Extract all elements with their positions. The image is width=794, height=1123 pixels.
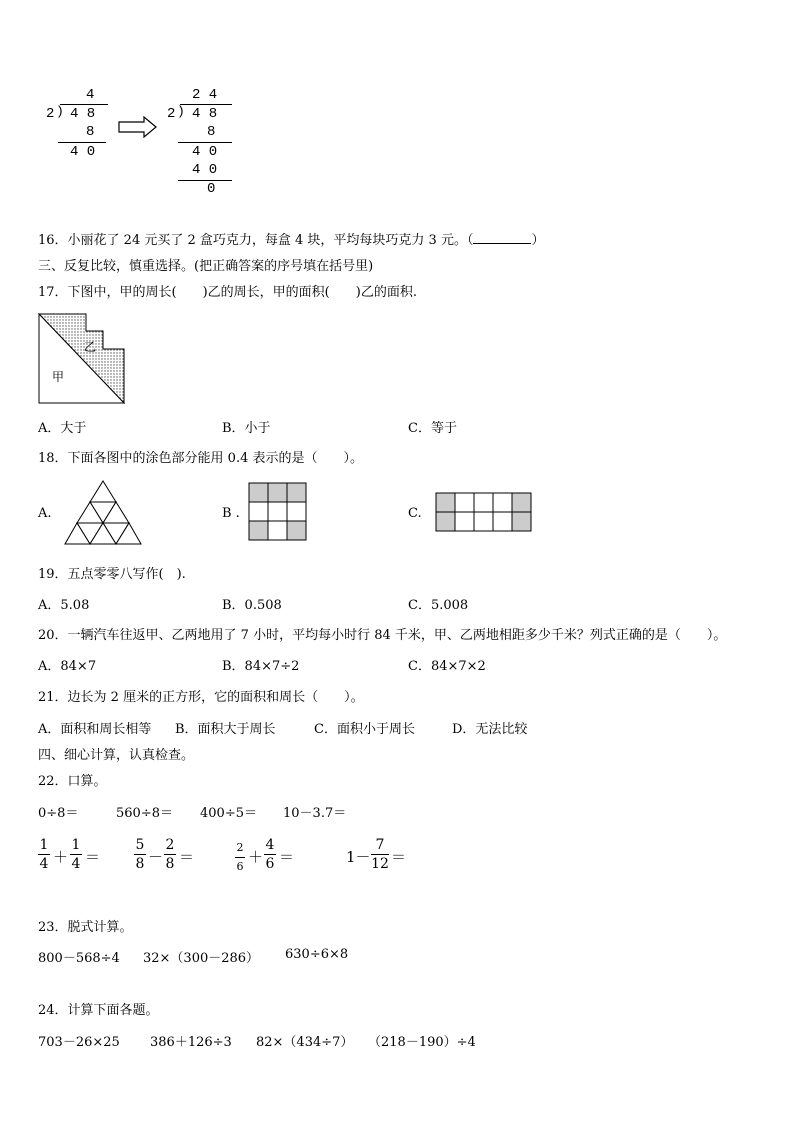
calc-item: 82×（434÷7） [256, 1035, 354, 1050]
option-c[interactable]: C. [408, 506, 422, 521]
dividend: 4 8 [70, 106, 96, 122]
question-18: 18．下面各图中的涂色部分能用 0.4 表示的是（ ）。 [38, 451, 363, 466]
subtrahend: 8 [86, 124, 95, 140]
divisor: 2 [46, 106, 55, 122]
question-22: 22．口算。 [38, 774, 107, 789]
calc-item: 630÷6×8 [285, 947, 349, 962]
subtrahend: 8 [207, 124, 216, 140]
question-21: 21．边长为 2 厘米的正方形，它的面积和周长（ ）。 [38, 690, 364, 705]
quotient: 4 [86, 87, 95, 103]
calc-item: （218－190）÷4 [368, 1035, 476, 1050]
division-bracket: ) [56, 104, 64, 119]
mental-item: 560÷8＝ [116, 806, 173, 821]
option-c[interactable]: C．84×7×2 [408, 659, 486, 674]
bracket-close: ） [531, 233, 545, 248]
division-bar [180, 104, 232, 105]
calc-item: 703－26×25 [38, 1035, 120, 1050]
option-b[interactable]: B．84×7÷2 [222, 659, 300, 674]
question-16 [38, 229, 544, 248]
subtraction-line [178, 142, 232, 143]
q17-figure [38, 313, 128, 405]
mental-item: 10－3.7＝ [283, 806, 347, 821]
option-c[interactable]: C．等于 [408, 421, 457, 436]
question-19: 19．五点零零八写作( ). [38, 567, 186, 582]
section-4-heading: 四、细心计算，认真检查。 [38, 748, 195, 763]
option-b[interactable]: B．0.508 [222, 598, 282, 613]
option-a[interactable]: A．84×7 [38, 659, 97, 674]
final-remainder: 0 [207, 181, 216, 197]
option-a[interactable]: A．5.08 [38, 598, 90, 613]
division-bracket: ) [177, 104, 185, 119]
mental-item: 0÷8＝ [38, 806, 79, 821]
grid-5x2-figure [435, 492, 533, 532]
mental-item: 400÷5＝ [200, 806, 257, 821]
triangle-figure [64, 480, 142, 546]
subtrahend-2: 4 0 [192, 162, 218, 178]
question-text: 16．小丽花了 24 元买了 2 盒巧克力，每盒 4 块，平均每块巧克力 3 元。（ [38, 233, 474, 248]
option-a[interactable]: A．大于 [38, 421, 87, 436]
calc-item: 386＋126÷3 [150, 1035, 232, 1050]
option-b[interactable]: B．面积大于周长 [175, 722, 276, 737]
dividend: 4 8 [192, 106, 218, 122]
section-3-heading: 三、反复比较，慎重选择。(把正确答案的序号填在括号里) [38, 259, 374, 274]
right-arrow-icon [118, 116, 158, 138]
option-b[interactable]: B . [222, 506, 240, 521]
option-c[interactable]: C．面积小于周长 [314, 722, 415, 737]
option-d[interactable]: D．无法比较 [452, 722, 528, 737]
question-24: 24．计算下面各题。 [38, 1003, 159, 1018]
question-17: 17．下图中，甲的周长( )乙的周长，甲的面积( )乙的面积. [38, 285, 417, 300]
quotient: 2 4 [192, 87, 218, 103]
option-a[interactable]: A. [38, 506, 52, 521]
remainder: 4 0 [192, 144, 218, 160]
option-a[interactable]: A．面积和周长相等 [38, 722, 152, 737]
remainder: 4 0 [70, 144, 96, 160]
subtraction-line [58, 142, 106, 143]
division-bar [60, 104, 108, 105]
option-b[interactable]: B．小于 [222, 421, 271, 436]
label-yi: 乙 [84, 340, 97, 354]
grid-3x3-figure [248, 482, 308, 542]
divisor: 2 [167, 106, 176, 122]
question-20: 20．一辆汽车往返甲、乙两地用了 7 小时，平均每小时行 84 千米，甲、乙两地相距多少千米？列式正确的是（ ）。 [38, 628, 727, 643]
label-jia: 甲 [52, 370, 65, 384]
calc-item: 800－568÷4 [38, 951, 120, 966]
subtraction-line-2 [178, 180, 232, 181]
option-c[interactable]: C．5.008 [408, 598, 469, 613]
calc-item: 32×（300－286） [143, 951, 260, 966]
answer-blank[interactable] [473, 231, 531, 244]
question-23: 23．脱式计算。 [38, 920, 133, 935]
